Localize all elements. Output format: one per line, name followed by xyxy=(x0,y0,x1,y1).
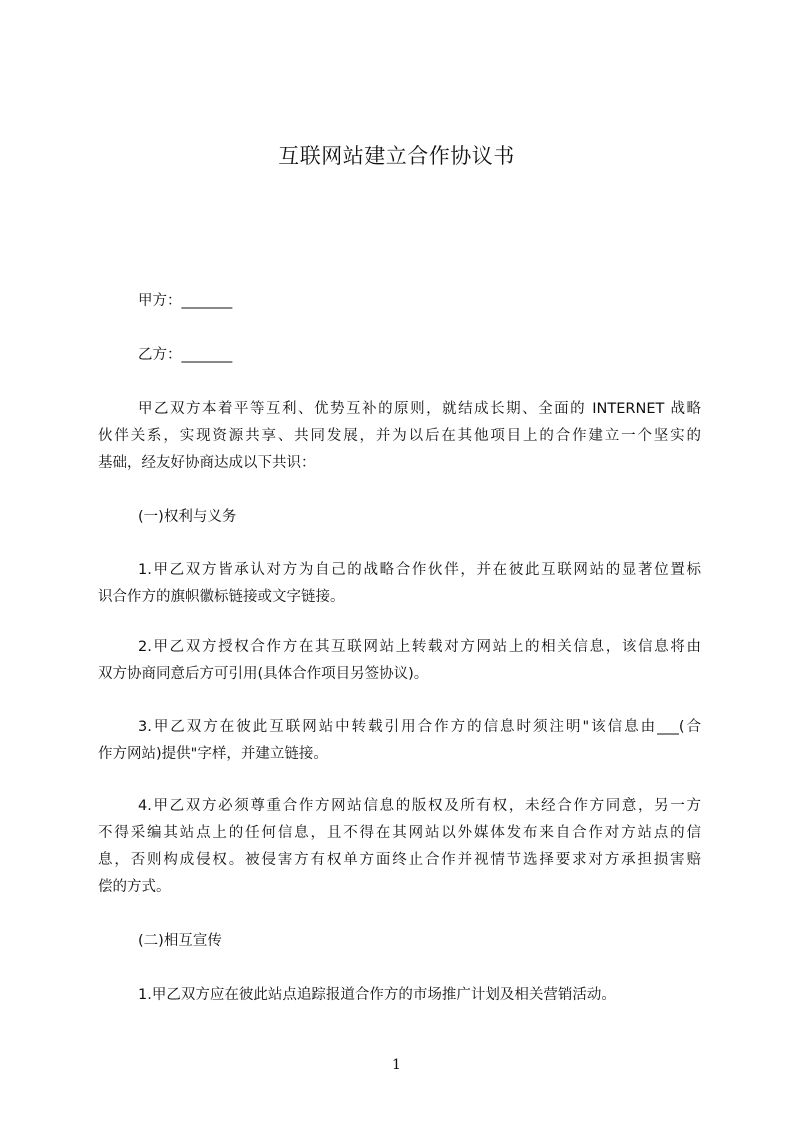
clause-4-line-3: 息，否则构成侵权。被侵害方有权单方面终止合作并视情节选择要求对方承担损害赔 xyxy=(98,852,701,868)
clause-4-line-1: 4.甲乙双方必须尊重合作方网站信息的版权及所有权，未经合作方同意，另一方 xyxy=(138,798,701,814)
intro-line-1: 甲乙双方本着平等互利、优势互补的原则，就结成长期、全面的 INTERNET 战略 xyxy=(138,401,701,417)
section-2-clause-1-line-1: 1.甲乙双方应在彼此站点追踪报道合作方的市场推广计划及相关营销活动。 xyxy=(138,987,616,1003)
clause-3-line-1: 3.甲乙双方在彼此互联网站中转载引用合作方的信息时须注明"该信息由___(合 xyxy=(138,719,701,735)
document-title: 互联网站建立合作协议书 xyxy=(278,144,515,168)
section-1-heading: (一)权利与义务 xyxy=(138,509,237,525)
clause-3-line-2: 作方网站)提供"字样，并建立链接。 xyxy=(98,746,328,762)
intro-line-2: 伙伴关系，实现资源共享、共同发展，并为以后在其他项目上的合作建立一个坚实的 xyxy=(98,428,701,444)
clause-1-line-1: 1.甲乙双方皆承认对方为自己的战略合作伙伴，并在彼此互联网站的显著位置标 xyxy=(138,562,701,578)
clause-2-line-2: 双方协商同意后方可引用(具体合作项目另签协议)。 xyxy=(98,666,429,682)
party-a-line: 甲方：_______ xyxy=(138,293,233,309)
section-2-heading: (二)相互宣传 xyxy=(138,933,222,949)
page-number: 1 xyxy=(392,1057,401,1073)
intro-line-3: 基础，经友好协商达成以下共识： xyxy=(98,455,316,471)
clause-4-line-2: 不得采编其站点上的任何信息，且不得在其网站以外媒体发布来自合作对方站点的信 xyxy=(98,825,701,841)
clause-2-line-1: 2.甲乙双方授权合作方在其互联网站上转载对方网站上的相关信息，该信息将由 xyxy=(138,639,701,655)
party-b-line: 乙方：_______ xyxy=(138,347,233,363)
clause-1-line-2: 识合作方的旗帜徽标链接或文字链接。 xyxy=(98,589,345,605)
clause-4-line-4: 偿的方式。 xyxy=(98,879,171,895)
